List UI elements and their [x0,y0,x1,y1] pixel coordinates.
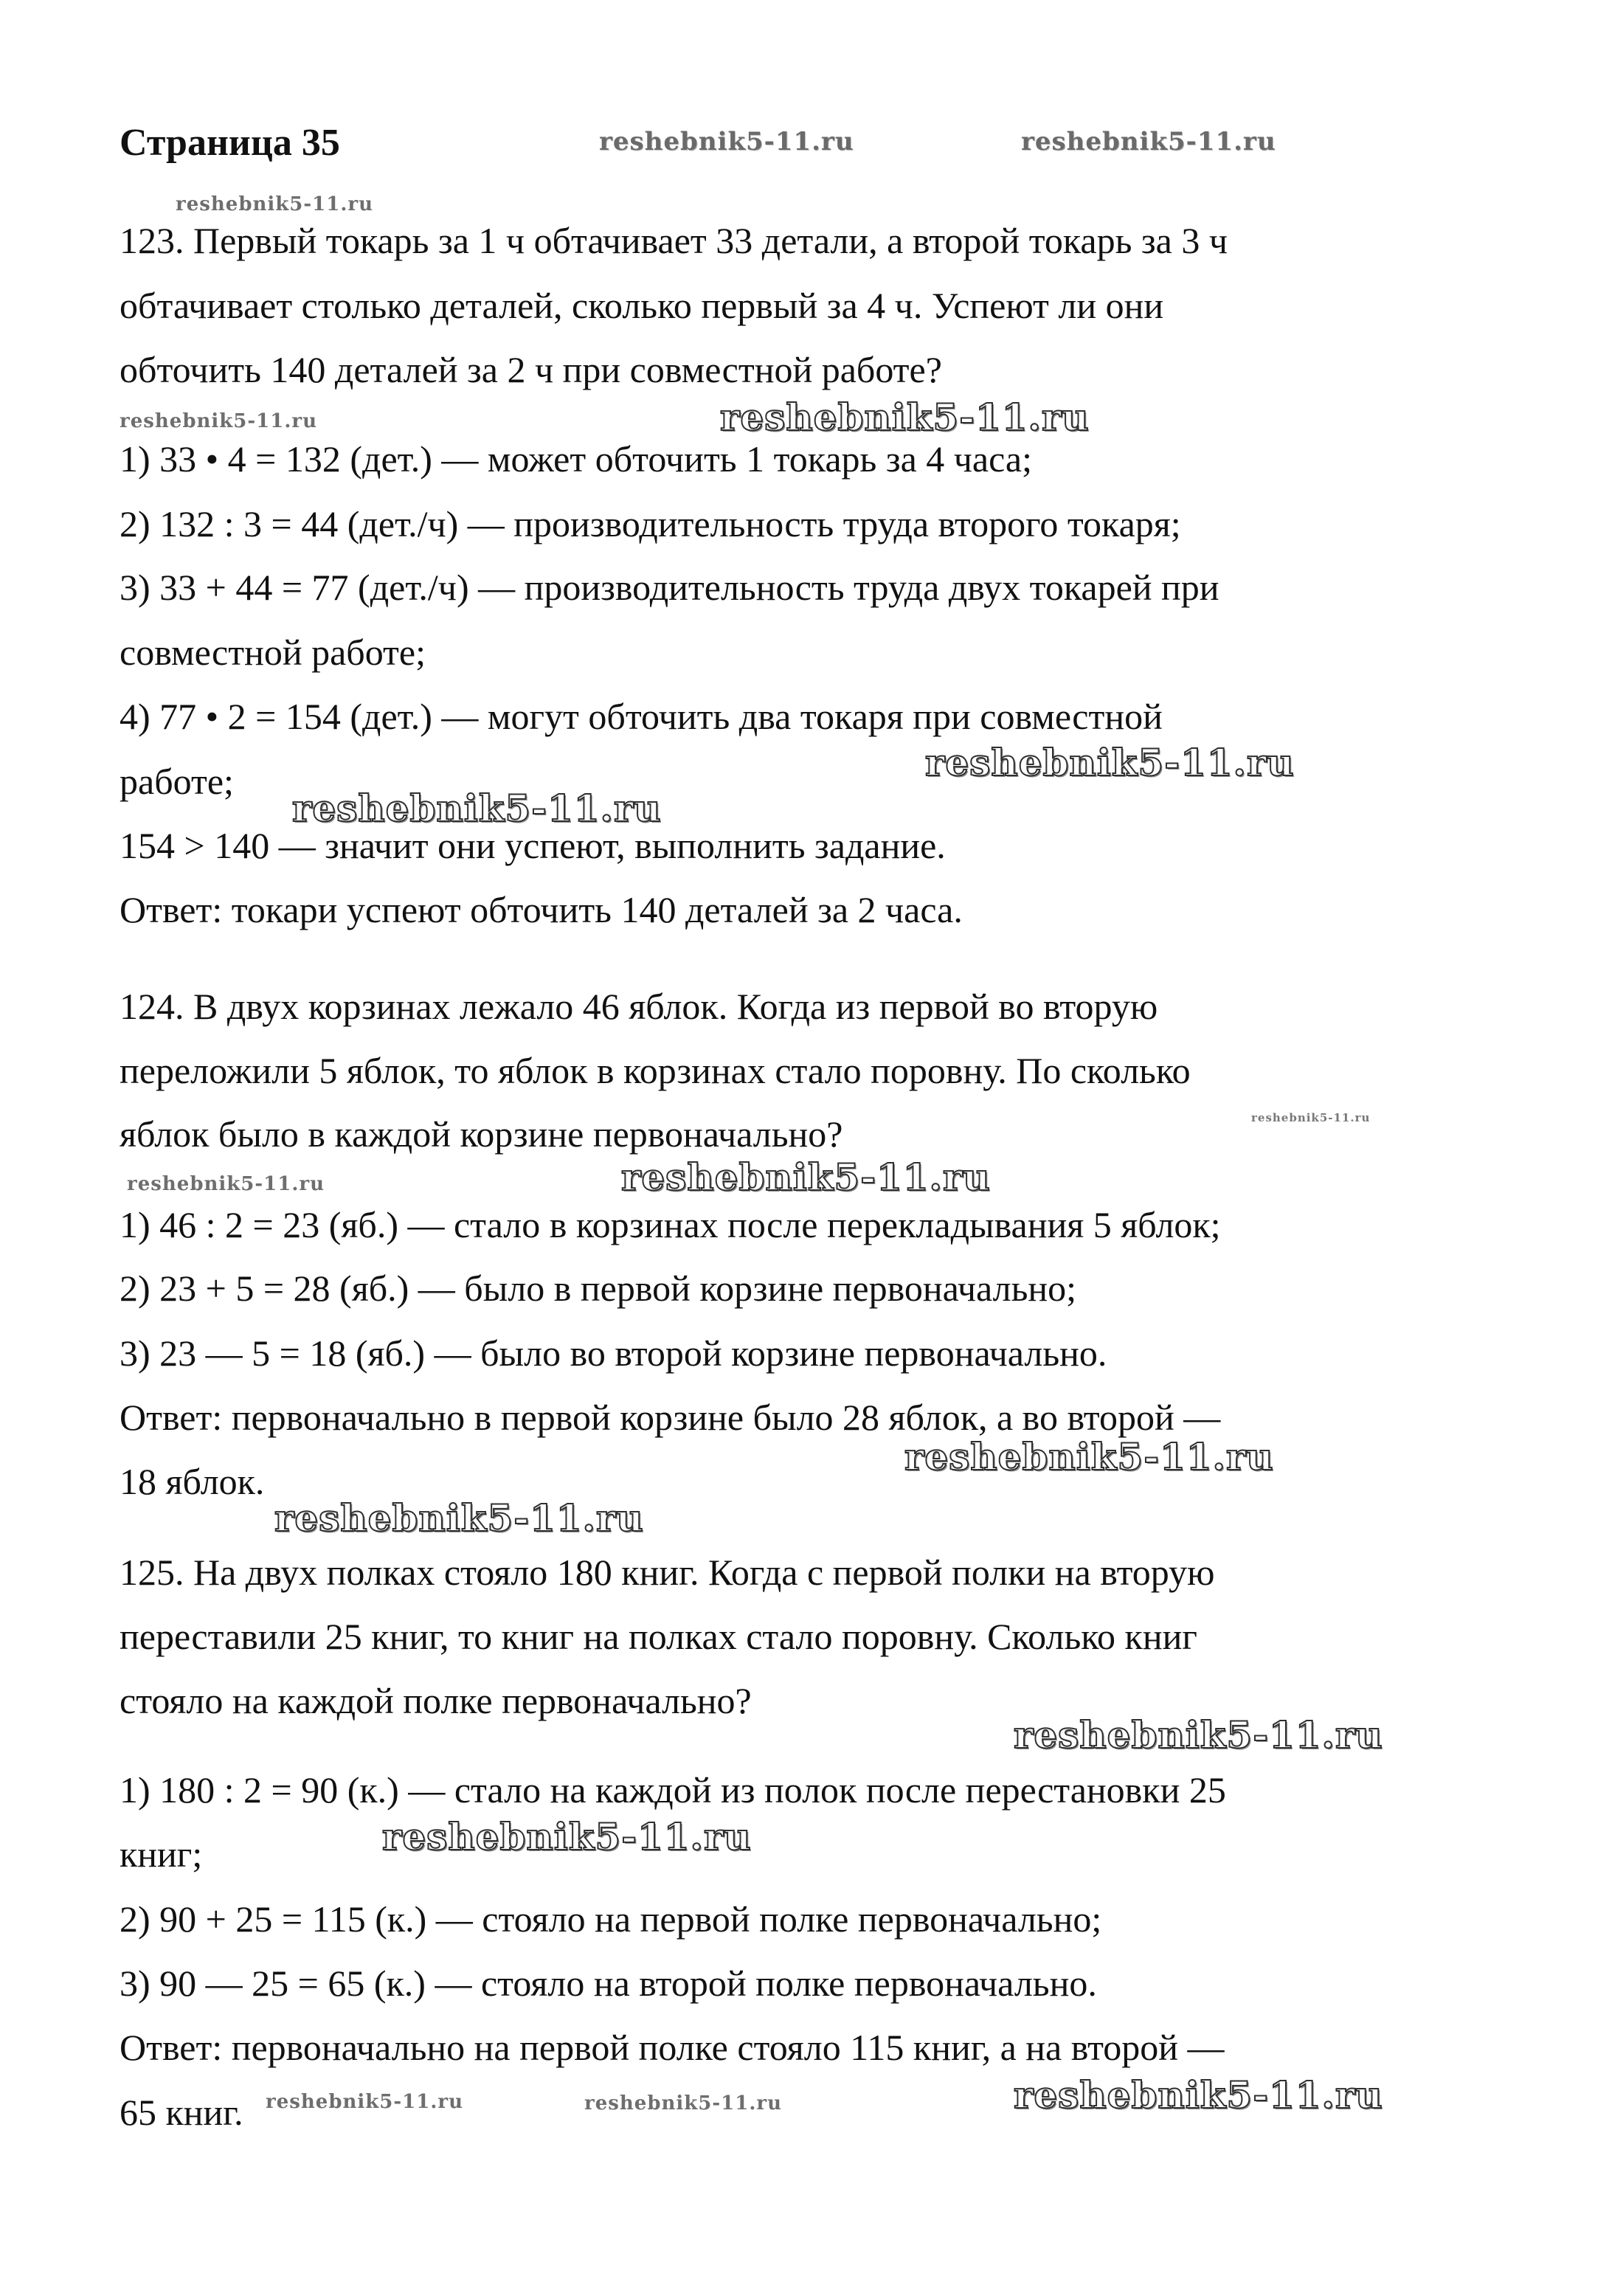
problem-124-line-2: переложили 5 яблок, то яблок в корзинах стало поровну. По сколько [120,1050,1191,1091]
problem-125-step-2: 2) 90 + 25 = 115 (к.) — стояло на первой полке первоначально; [120,1898,1102,1940]
watermark: reshebnik5-11.ru [176,193,374,215]
watermark: reshebnik5-11.ru [274,1496,644,1540]
problem-123-line-2: обтачивает столько деталей, сколько первый за 4 ч. Успеют ли они [120,285,1164,326]
problem-124-answer: Ответ: первоначально в первой корзине было 28 яблок, а во второй — [120,1397,1221,1438]
problem-123-step-3-cont: совместной работе; [120,632,426,673]
watermark: reshebnik5-11.ru [584,2092,783,2115]
problem-124-step-3: 3) 23 — 5 = 18 (яб.) — было во второй корзине первоначально. [120,1332,1107,1374]
problem-125-step-3: 3) 90 — 25 = 65 (к.) — стояло на второй полке первоначально. [120,1963,1097,2004]
problem-125-answer-cont: 65 книг. [120,2092,243,2133]
problem-125-line-1: 125. На двух полках стояло 180 книг. Когда с первой полки на вторую [120,1552,1215,1593]
watermark: reshebnik5-11.ru [292,786,662,830]
problem-123-step-4: 4) 77 • 2 = 154 (дет.) — могут обточить два токаря при совместной [120,696,1163,737]
watermark: reshebnik5-11.ru [120,410,318,432]
watermark: reshebnik5-11.ru [599,127,854,156]
problem-123-step-4-cont: работе; [120,761,234,802]
problem-124-step-1: 1) 46 : 2 = 23 (яб.) — стало в корзинах после перекладывания 5 яблок; [120,1204,1221,1245]
watermark: reshebnik5-11.ru [621,1155,991,1199]
watermark: reshebnik5-11.ru [127,1173,325,1195]
page-title: Страница 35 [120,122,340,164]
problem-125-answer: Ответ: первоначально на первой полке стояло 115 книг, а на второй — [120,2027,1225,2068]
watermark: reshebnik5-11.ru [904,1435,1274,1479]
watermark: reshebnik5-11.ru [266,2091,464,2113]
problem-123-line-1: 123. Первый токарь за 1 ч обтачивает 33 детали, а второй токарь за 3 ч [120,220,1228,261]
watermark: reshebnik5-11.ru [1021,127,1276,156]
watermark: reshebnik5-11.ru [1014,2073,1383,2117]
problem-123-conclusion: 154 > 140 — значит они успеют, выполнить задание. [120,825,946,866]
problem-124-line-3: яблок было в каждой корзине первоначально? [120,1113,843,1155]
problem-124-answer-cont: 18 яблок. [120,1461,265,1502]
problem-125-line-3: стояло на каждой полке первоначально? [120,1680,752,1721]
watermark: reshebnik5-11.ru [925,741,1295,784]
problem-123-step-3: 3) 33 + 44 = 77 (дет./ч) — производительность труда двух токарей при [120,567,1219,608]
watermark: reshebnik5-11.ru [720,395,1090,439]
problem-123-line-3: обточить 140 деталей за 2 ч при совместной работе? [120,349,942,390]
problem-124-line-1: 124. В двух корзинах лежало 46 яблок. Когда из первой во вторую [120,986,1158,1027]
problem-123-step-2: 2) 132 : 3 = 44 (дет./ч) — производительность труда второго токаря; [120,503,1181,544]
problem-123-answer: Ответ: токари успеют обточить 140 деталей за 2 часа. [120,889,963,930]
problem-124-step-2: 2) 23 + 5 = 28 (яб.) — было в первой корзине первоначально; [120,1268,1077,1309]
watermark: reshebnik5-11.ru [1251,1111,1371,1124]
problem-123-step-1: 1) 33 • 4 = 132 (дет.) — может обточить 1 токарь за 4 часа; [120,438,1032,480]
watermark: reshebnik5-11.ru [382,1815,752,1858]
problem-125-line-2: переставили 25 книг, то книг на полках стало поровну. Сколько книг [120,1616,1197,1657]
watermark: reshebnik5-11.ru [1014,1713,1383,1757]
problem-125-step-1: 1) 180 : 2 = 90 (к.) — стало на каждой из полок после перестановки 25 [120,1769,1226,1811]
problem-125-step-1-cont: книг; [120,1833,203,1875]
